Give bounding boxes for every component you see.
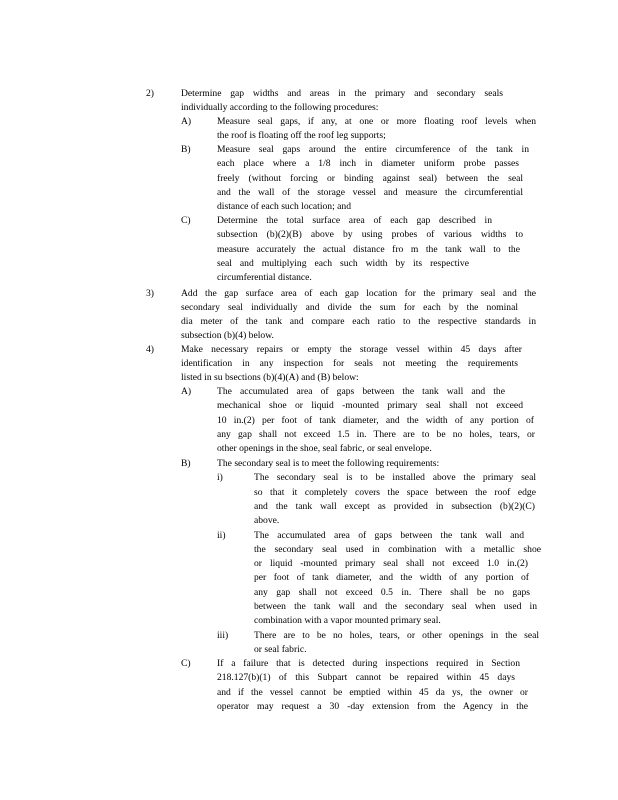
text-line: subsection (b)(2)(B) above by using probes of various widths to [217,229,523,240]
text-line: the roof is floating off the roof leg supports; [217,130,386,141]
list-marker: iii) [217,630,229,641]
text-line: and the wall of the storage vessel and measure the circumferential [217,187,523,198]
list-marker: A) [181,386,192,397]
text-line: and the tank wall except as provided in subsection (b)(2)(C) [254,501,535,512]
text-line: The secondary seal is to be installed above the primary seal [254,472,536,483]
text-line: the secondary seal used in combination with a metallic shoe [254,544,541,555]
list-marker: ii) [217,530,226,541]
text-line: Add the gap surface area of each gap location for the primary seal and the [181,288,536,299]
text-line: listed in su bsections (b)(4)(A) and (B) below: [181,372,359,383]
list-marker: C) [181,215,191,226]
text-line: above. [254,515,280,526]
text-line: operator may request a 30 -day extension from the Agency in the [217,701,528,712]
text-line: secondary seal individually and divide the sum for each by the nominal [181,302,518,313]
text-line: Measure seal gaps around the entire circumference of the tank in [217,144,529,155]
text-line: circumferential distance. [217,272,312,283]
text-line: measure accurately the actual distance fro m the tank wall to the [217,244,520,255]
text-line: 10 in.(2) per foot of tank diameter, and the width of any portion of [217,415,534,426]
list-marker: 3) [146,288,154,299]
text-line: The accumulated area of gaps between the tank wall and the [217,386,505,397]
text-line: and if the vessel cannot be emptied within 45 da ys, the owner or [217,687,528,698]
text-line: any gap shall not exceed 0.5 in. There shall be no gaps [254,587,530,598]
text-line: Make necessary repairs or empty the storage vessel within 45 days after [181,344,522,355]
text-line: or seal fabric. [254,644,307,655]
text-line: per foot of tank diameter, and the width of any portion of [254,572,529,583]
text-line: other openings in the shoe, seal fabric, or seal envelope. [217,443,432,454]
text-line: Determine the total surface area of each gap described in [217,215,492,226]
list-marker: B) [181,458,191,469]
text-line: or liquid -mounted primary seal shall not exceed 1.0 in.(2) [254,558,528,569]
text-line: dia meter of the tank and compare each ratio to the respective standards in [181,316,536,327]
text-line: combination with a vapor mounted primary seal. [254,615,441,626]
text-line: 218.127(b)(1) of this Subpart cannot be repaired within 45 days [217,672,515,683]
list-marker: 4) [146,344,154,355]
list-marker: B) [181,144,191,155]
text-line: seal and multiplying each such width by its respective [217,258,469,269]
text-line: mechanical shoe or liquid -mounted primary seal shall not exceed [217,400,523,411]
text-line: The accumulated area of gaps between the tank wall and [254,530,524,541]
text-line: If a failure that is detected during inspections required in Section [217,658,520,669]
text-line: freely (without forcing or binding against seal) between the seal [217,173,523,184]
text-line: identification in any inspection for seals not meeting the requirements [181,358,518,369]
text-line: individually according to the following procedures: [181,102,379,113]
list-marker: 2) [146,88,154,99]
text-line: Determine gap widths and areas in the primary and secondary seals [181,88,503,99]
text-line: between the tank wall and the secondary seal when used in [254,601,537,612]
text-line: so that it completely covers the space between the roof edge [254,487,536,498]
list-marker: i) [217,472,223,483]
text-line: any gap shall not exceed 1.5 in. There are to be no holes, tears, or [217,429,535,440]
text-line: Measure seal gaps, if any, at one or more floating roof levels when [217,116,536,127]
list-marker: C) [181,658,191,669]
text-line: subsection (b)(4) below. [181,330,274,341]
list-marker: A) [181,116,192,127]
text-line: There are to be no holes, tears, or other openings in the seal [254,630,539,641]
text-line: The secondary seal is to meet the following requirements: [217,458,440,469]
text-line: each place where a 1/8 inch in diameter uniform probe passes [217,158,519,169]
text-line: distance of each such location; and [217,201,351,212]
